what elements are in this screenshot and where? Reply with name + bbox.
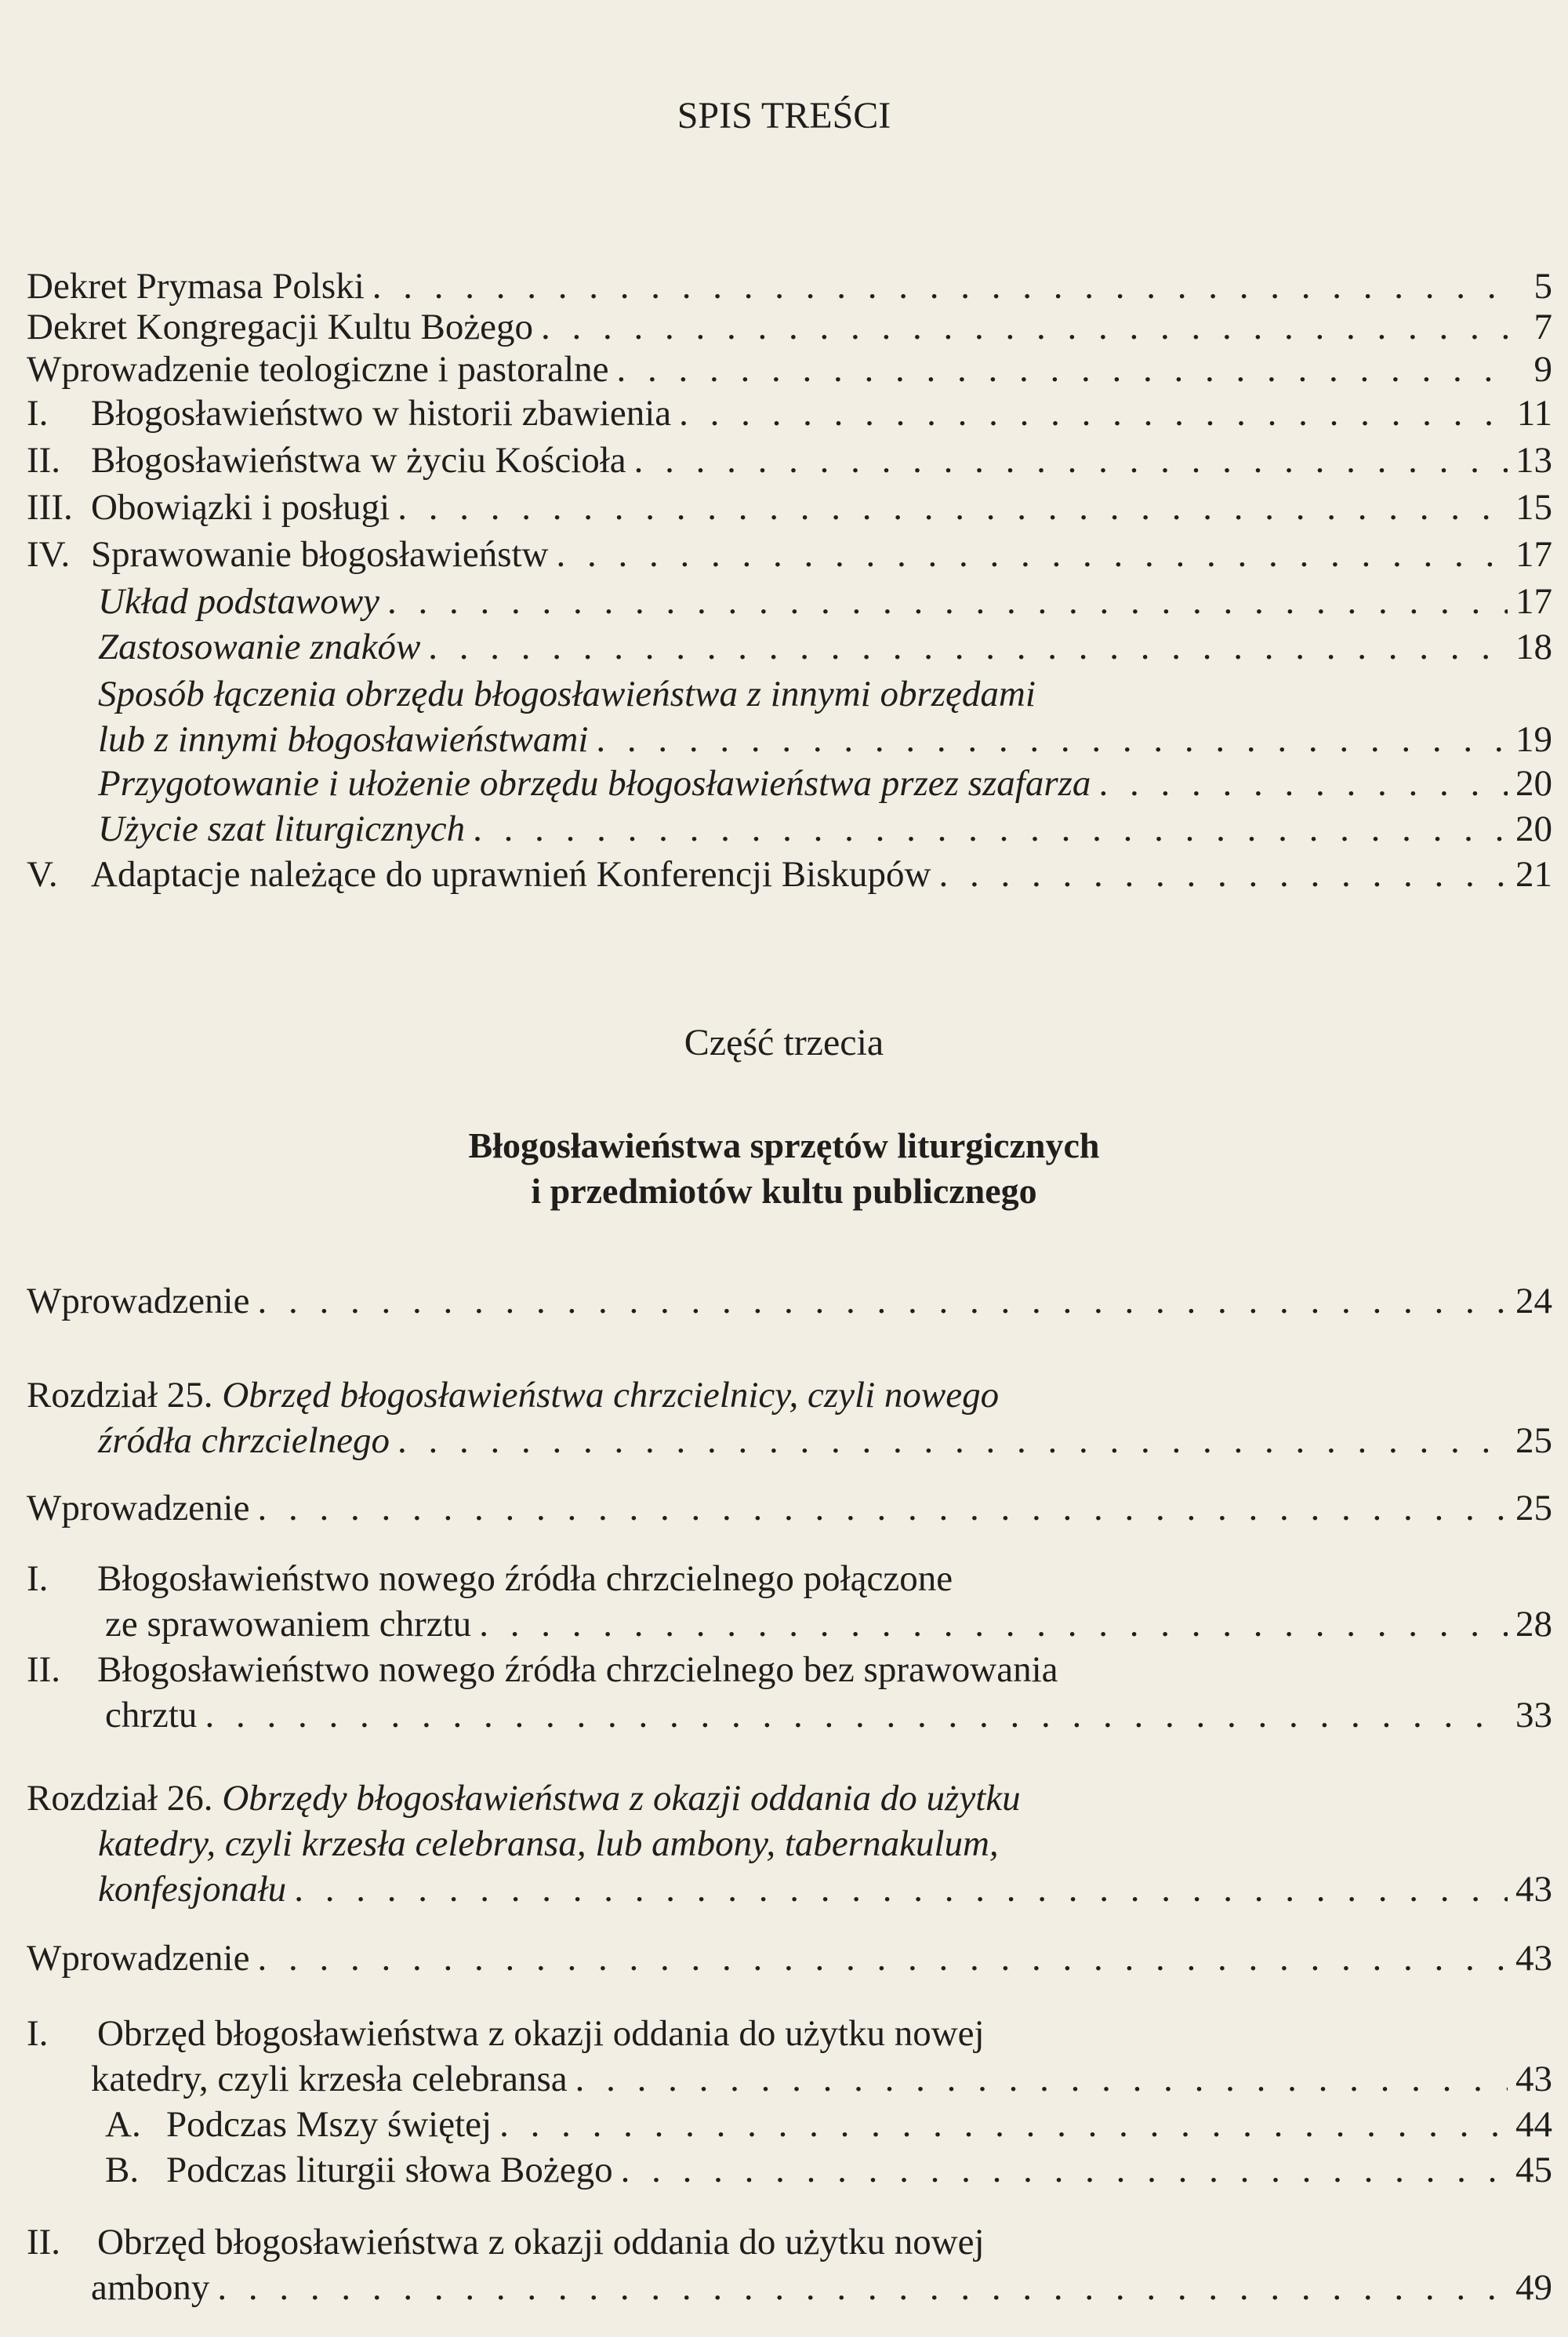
toc-page-number: 19 bbox=[1515, 719, 1552, 760]
section-number: IV. bbox=[27, 534, 71, 575]
toc-entry-label: chrztu bbox=[105, 1695, 198, 1735]
leader-dots bbox=[257, 1935, 1508, 1981]
section-number: I. bbox=[27, 2013, 49, 2054]
chapter-title-line bbox=[27, 1775, 1552, 1821]
leader-dots bbox=[428, 624, 1508, 670]
chapter-entry[interactable] bbox=[98, 1418, 1552, 1463]
leader-dots bbox=[387, 579, 1508, 624]
toc-entry[interactable] bbox=[91, 2265, 1552, 2310]
part-heading: Część trzecia bbox=[684, 1022, 884, 1063]
toc-entry-label: Wprowadzenie teologiczne i pastoralne bbox=[27, 349, 609, 390]
toc-entry-label bbox=[105, 2147, 613, 2193]
leader-dots bbox=[205, 1692, 1508, 1738]
toc-page-number: 25 bbox=[1515, 1420, 1552, 1461]
toc-page-number: 18 bbox=[1515, 627, 1552, 667]
leader-dots bbox=[556, 532, 1508, 577]
subsection-letter: A. bbox=[105, 2104, 141, 2145]
toc-entry[interactable] bbox=[105, 1601, 1552, 1647]
leader-dots bbox=[257, 1278, 1508, 1324]
toc-page-number: 25 bbox=[1515, 1488, 1552, 1528]
chapter-title-continued: konfesjonału bbox=[98, 1869, 287, 1910]
toc-entry-label bbox=[27, 852, 931, 897]
toc-entry[interactable] bbox=[91, 2056, 1552, 2102]
toc-page-number: 44 bbox=[1515, 2104, 1552, 2145]
toc-entry[interactable] bbox=[105, 1692, 1552, 1738]
toc-entry-label: Przygotowanie i ułożenie obrzędu błogosławieństwa przez szafarza bbox=[98, 763, 1091, 804]
chapter-title-line bbox=[27, 1372, 1552, 1418]
section-label: Sprawowanie błogosławieństw bbox=[91, 534, 549, 575]
toc-entry-line bbox=[27, 1556, 1552, 1601]
toc-entry[interactable] bbox=[27, 485, 1552, 530]
toc-subentry[interactable] bbox=[98, 579, 1552, 624]
subsection-label: Podczas Mszy świętej bbox=[166, 2104, 492, 2145]
toc-entry-label: Wprowadzenie bbox=[27, 1281, 250, 1321]
toc-entry-label bbox=[105, 2102, 492, 2147]
leader-dots bbox=[575, 2056, 1508, 2102]
leader-dots bbox=[621, 2147, 1508, 2193]
toc-page-number: 43 bbox=[1515, 1869, 1552, 1910]
chapter-title: Obrzędy błogosławieństwa z okazji oddania do użytku bbox=[222, 1778, 1021, 1819]
toc-entry-label: lub z innymi błogosławieństwami bbox=[98, 719, 589, 760]
toc-page-number: 17 bbox=[1515, 581, 1552, 622]
chapter-title: Obrzęd błogosławieństwa chrzcielnicy, czyli nowego bbox=[222, 1375, 1000, 1416]
toc-entry-label bbox=[27, 485, 390, 530]
toc-entry[interactable] bbox=[27, 1935, 1552, 1981]
chapter-title-continued: źródła chrzcielnego bbox=[98, 1420, 390, 1461]
section-number: II. bbox=[27, 440, 61, 481]
toc-entry-label: Dekret Prymasa Polski bbox=[27, 266, 365, 307]
toc-entry[interactable] bbox=[27, 532, 1552, 577]
toc-entry-line bbox=[27, 2011, 1552, 2056]
leader-dots bbox=[372, 264, 1513, 309]
toc-entry-label: Układ podstawowy bbox=[98, 581, 380, 622]
toc-entry[interactable] bbox=[27, 1485, 1552, 1531]
toc-subentry-line: Sposób łączenia obrzędu błogosławieństwa z innymi obrzędami bbox=[98, 674, 1036, 714]
toc-subentry[interactable] bbox=[98, 717, 1552, 762]
toc-page-number: 17 bbox=[1515, 534, 1552, 575]
section-label: Błogosławieństwo nowego źródła chrzcielnego bez sprawowania bbox=[97, 1649, 1058, 1690]
toc-page-number: 7 bbox=[1534, 307, 1552, 347]
toc-page-number: 21 bbox=[1515, 854, 1552, 895]
section-number: I. bbox=[27, 393, 49, 434]
chapter-entry[interactable] bbox=[98, 1866, 1552, 1912]
toc-entry-line bbox=[27, 1647, 1552, 1692]
toc-page-number: 43 bbox=[1515, 1938, 1552, 1979]
part-subtitle-line1: Błogosławieństwa sprzętów liturgicznych bbox=[468, 1125, 1100, 1165]
section-number: III. bbox=[27, 487, 73, 528]
leader-dots bbox=[479, 1601, 1508, 1647]
toc-page-number: 24 bbox=[1515, 1281, 1552, 1321]
leader-dots bbox=[397, 485, 1508, 530]
leader-dots bbox=[679, 391, 1509, 436]
toc-entry[interactable] bbox=[27, 1278, 1552, 1324]
toc-entry-label: Zastosowanie znaków bbox=[98, 627, 421, 667]
section-number: II. bbox=[27, 1649, 61, 1690]
toc-entry-label bbox=[27, 438, 626, 483]
toc-entry[interactable] bbox=[27, 304, 1552, 350]
toc-page-number: 33 bbox=[1515, 1695, 1552, 1735]
toc-page-number: 28 bbox=[1515, 1604, 1552, 1645]
toc-page-number: 11 bbox=[1516, 393, 1552, 434]
toc-entry[interactable] bbox=[27, 264, 1552, 309]
toc-entry-label: ambony bbox=[91, 2267, 210, 2308]
leader-dots bbox=[217, 2265, 1508, 2310]
chapter-prefix: Rozdział 26. bbox=[27, 1778, 213, 1819]
leader-dots bbox=[541, 304, 1513, 350]
toc-entry[interactable] bbox=[27, 391, 1552, 436]
toc-entry[interactable] bbox=[27, 438, 1552, 483]
toc-page-number: 15 bbox=[1515, 487, 1552, 528]
toc-page-number: 20 bbox=[1515, 809, 1552, 849]
toc-page-number: 20 bbox=[1515, 763, 1552, 804]
toc-entry-label: ze sprawowaniem chrztu bbox=[105, 1604, 472, 1645]
chapter-prefix: Rozdział 25. bbox=[27, 1375, 213, 1416]
toc-page-number: 13 bbox=[1515, 440, 1552, 481]
section-label: Obrzęd błogosławieństwa z okazji oddania do użytku nowej bbox=[97, 2013, 985, 2054]
toc-entry-label bbox=[27, 532, 548, 577]
toc-entry-label bbox=[27, 391, 671, 436]
leader-dots bbox=[634, 438, 1508, 483]
toc-page-number: 5 bbox=[1534, 266, 1552, 307]
toc-page-number: 49 bbox=[1515, 2267, 1552, 2308]
toc-entry-label: Wprowadzenie bbox=[27, 1488, 250, 1528]
toc-page-number: 45 bbox=[1515, 2150, 1552, 2190]
leader-dots bbox=[1098, 761, 1508, 806]
section-label: Błogosławieństwo nowego źródła chrzcielnego połączone bbox=[97, 1558, 953, 1599]
leader-dots bbox=[617, 347, 1513, 392]
toc-subentry[interactable] bbox=[105, 2147, 1552, 2193]
leader-dots bbox=[596, 717, 1508, 762]
page-title: SPIS TREŚCI bbox=[677, 95, 891, 136]
toc-entry-line bbox=[27, 2219, 1552, 2265]
section-number: II. bbox=[27, 2222, 61, 2262]
subsection-letter: B. bbox=[105, 2150, 140, 2190]
toc-entry[interactable] bbox=[27, 347, 1552, 392]
toc-page-number: 43 bbox=[1515, 2059, 1552, 2099]
toc-entry-label: Wprowadzenie bbox=[27, 1938, 250, 1979]
section-label: Obrzęd błogosławieństwa z okazji oddania do użytku nowej bbox=[97, 2222, 985, 2262]
section-label: Adaptacje należące do uprawnień Konferencji Biskupów bbox=[91, 854, 931, 895]
toc-page-number: 9 bbox=[1534, 349, 1552, 390]
toc-entry[interactable] bbox=[27, 852, 1552, 897]
section-label: Obowiązki i posługi bbox=[91, 487, 390, 528]
toc-entry-label: katedry, czyli krzesła celebransa bbox=[91, 2059, 568, 2099]
leader-dots bbox=[397, 1418, 1508, 1463]
subsection-label: Podczas liturgii słowa Bożego bbox=[166, 2150, 613, 2190]
toc-subentry[interactable] bbox=[98, 624, 1552, 670]
leader-dots bbox=[499, 2102, 1508, 2147]
section-number: I. bbox=[27, 1558, 49, 1599]
leader-dots bbox=[294, 1866, 1508, 1912]
toc-entry-label: Dekret Kongregacji Kultu Bożego bbox=[27, 307, 534, 347]
chapter-title-continued: katedry, czyli krzesła celebransa, lub ambony, tabernakulum, bbox=[98, 1823, 999, 1864]
leader-dots bbox=[473, 806, 1508, 852]
section-label: Błogosławieństwo w historii zbawienia bbox=[91, 393, 672, 434]
toc-subentry[interactable] bbox=[98, 806, 1552, 852]
section-label: Błogosławieństwa w życiu Kościoła bbox=[91, 440, 626, 481]
toc-subentry[interactable] bbox=[98, 761, 1552, 806]
leader-dots bbox=[257, 1485, 1508, 1531]
toc-subentry[interactable] bbox=[105, 2102, 1552, 2147]
leader-dots bbox=[938, 852, 1508, 897]
section-number: V. bbox=[27, 854, 58, 895]
part-subtitle-line2: i przedmiotów kultu publicznego bbox=[531, 1171, 1037, 1211]
toc-entry-label: Użycie szat liturgicznych bbox=[98, 809, 466, 849]
